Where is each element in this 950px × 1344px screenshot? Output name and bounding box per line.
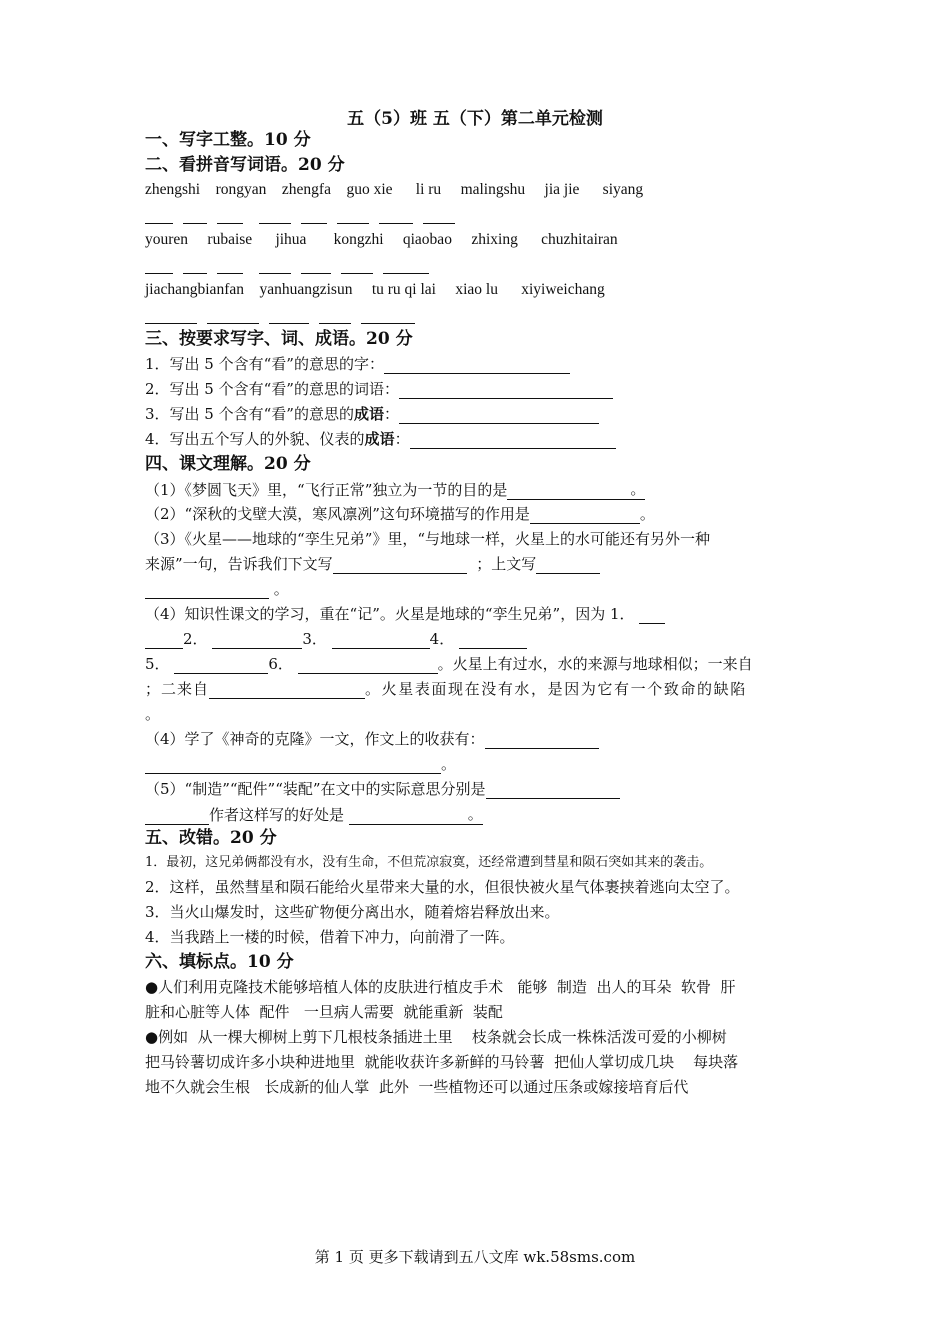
- s3-item-1: [145, 354, 570, 374]
- s4-q4-text: （4）知识性课文的学习，重在“记”。火星是地球的“孪生兄弟”，因为 1．: [145, 605, 635, 623]
- answer-blank[interactable]: [209, 683, 365, 699]
- s4-q6-text-2: 作者这样写的好处是: [209, 806, 345, 824]
- answer-blank[interactable]: [332, 633, 430, 649]
- answer-blank[interactable]: [174, 658, 268, 674]
- answer-blank[interactable]: [485, 733, 599, 749]
- s4-q3-line1: [145, 529, 710, 549]
- answer-blank[interactable]: [361, 309, 415, 324]
- answer-blank[interactable]: [410, 433, 616, 449]
- pinyin-word: guo xie: [346, 181, 393, 198]
- pinyin-row-2: [145, 230, 618, 250]
- answer-blank[interactable]: [217, 209, 243, 224]
- s4-q6-line2: [145, 804, 483, 825]
- answer-blank[interactable]: [217, 259, 243, 274]
- answer-blank[interactable]: [259, 209, 291, 224]
- s4-q4-line2: [145, 629, 527, 649]
- pinyin-word: siyang: [602, 181, 644, 198]
- s3-item-1-text: 1．写出 5 个含有“看”的意思的字：: [145, 355, 384, 373]
- s4-q3-line3: [145, 579, 289, 599]
- answer-blank[interactable]: [319, 309, 351, 324]
- s4-q5-end: 。: [441, 755, 457, 773]
- answer-blank[interactable]: [384, 358, 570, 374]
- pinyin-word: tu ru qi lai: [371, 281, 436, 298]
- s3-item-3: [145, 404, 599, 424]
- s3-item-4-bold: 成语: [364, 430, 395, 448]
- answer-blanks-row-3: [145, 304, 425, 324]
- s3-item-2-text: 2．写出 5 个含有“看”的意思的词语：: [145, 380, 399, 398]
- s4-q4-line1: [145, 604, 665, 624]
- s4-q5-text: （4）学了《神奇的克隆》一文，作文上的收获有：: [145, 730, 485, 748]
- s4-q3-text: （3）《火星——地球的“孪生兄弟”》里，“与地球一样，火星上的水可能还有另外一种: [145, 530, 711, 548]
- pinyin-word: zhengfa: [281, 181, 331, 198]
- s3-item-2: [145, 379, 613, 399]
- section-2-heading: 二、看拼音写词语。20 分: [145, 155, 345, 175]
- answer-blank[interactable]: [145, 259, 173, 274]
- s4-q5-line1: [145, 729, 599, 749]
- s4-q4-line5: [145, 704, 160, 724]
- answer-blank[interactable]: [349, 804, 483, 825]
- section-1-heading: 一、写字工整。10 分: [145, 130, 311, 150]
- s5-item-4: 4．当我踏上一楼的时候，借着下冲力，向前滑了一阵。: [145, 928, 515, 946]
- s3-item-4-colon: ：: [394, 430, 410, 448]
- s4-q3-text-2: 来源”一句，告诉我们下文写: [145, 555, 333, 573]
- answer-blank[interactable]: [639, 608, 665, 624]
- pinyin-row-1: [145, 180, 643, 200]
- answer-blank[interactable]: [212, 633, 302, 649]
- s4-q4-num-4: 4．: [429, 630, 455, 648]
- pinyin-word: zhixing: [471, 231, 518, 248]
- page-footer: 第 1 页 更多下载请到五八文库 wk.58sms.com: [314, 1248, 636, 1266]
- pinyin-word: youren: [145, 231, 189, 248]
- s4-q6-end: 。: [467, 805, 483, 823]
- pinyin-word: jiachangbianfan: [145, 281, 244, 298]
- answer-blanks-row-2: [145, 254, 439, 274]
- pinyin-word: rubaise: [207, 231, 253, 248]
- answer-blank[interactable]: [399, 383, 613, 399]
- answer-blank[interactable]: [379, 209, 413, 224]
- pinyin-word: li ru: [415, 181, 442, 198]
- s4-q2-end: 。: [639, 505, 655, 523]
- s4-q3-text-3: ；上文写: [476, 555, 537, 573]
- answer-blank[interactable]: [337, 209, 369, 224]
- s6-paragraph-2-line-3: 地不久就会生根 长成新的仙人掌 此外 一些植物还可以通过压条或嫁接培育后代: [145, 1078, 689, 1096]
- pinyin-word: rongyan: [215, 181, 267, 198]
- s4-q2-text: （2）“深秋的戈壁大漠，寒风凛冽”这句环境描写的作用是: [145, 505, 530, 523]
- s3-item-3-text: 3．写出 5 个含有“看”的意思的: [145, 405, 354, 423]
- s5-item-3: 3．当火山爆发时，这些矿物便分离出水，随着熔岩释放出来。: [145, 903, 560, 921]
- pinyin-word: kongzhi: [333, 231, 384, 248]
- answer-blank[interactable]: [399, 408, 599, 424]
- pinyin-word: xiyiweichang: [521, 281, 605, 298]
- s4-q4-num-5: 5．: [145, 655, 170, 673]
- answer-blank[interactable]: [269, 309, 309, 324]
- section-6-heading: 六、填标点。10 分: [145, 952, 294, 972]
- s4-q4-text-2: 。火星上有过水，水的来源与地球相似；一来自: [437, 655, 753, 673]
- answer-blank[interactable]: [145, 758, 441, 774]
- s4-q4-text-3: ；二来自: [145, 680, 210, 698]
- pinyin-word: malingshu: [460, 181, 526, 198]
- answer-blank[interactable]: [423, 209, 455, 224]
- answer-blank[interactable]: [486, 783, 620, 799]
- s4-q5-line2: [145, 754, 456, 774]
- answer-blank[interactable]: [183, 209, 207, 224]
- s6-paragraph-2-line-2: 把马铃薯切成许多小块种进地里 就能收获许多新鲜的马铃薯 把仙人掌切成几块 每块落: [145, 1053, 739, 1071]
- answer-blank[interactable]: [301, 209, 327, 224]
- section-4-heading: 四、课文理解。20 分: [145, 454, 311, 474]
- answer-blank[interactable]: [259, 259, 291, 274]
- section-3-heading: 三、按要求写字、词、成语。20 分: [145, 329, 413, 349]
- s4-q4-end: 。: [145, 705, 161, 723]
- s6-paragraph-1-line-1: ●人们利用克隆技术能够培植人体的皮肤进行植皮手术 能够 制造 出人的耳朵 软骨 肝: [145, 978, 736, 996]
- answer-blanks-row-1: [145, 204, 465, 224]
- s4-q4-num-6: 6．: [268, 655, 293, 673]
- answer-blank[interactable]: [145, 633, 183, 649]
- s4-q6-line1: [145, 779, 620, 799]
- s4-q1-text: （1）《梦圆飞天》里，“飞行正常”独立为一节的目的是: [145, 481, 508, 499]
- s3-item-3-bold: 成语: [353, 405, 384, 423]
- s3-item-3-colon: ：: [383, 405, 399, 423]
- s4-q4-num-2: 2．: [183, 630, 208, 648]
- pinyin-word: chuzhitairan: [541, 231, 618, 248]
- pinyin-word: jihua: [275, 231, 307, 248]
- s4-q1: [145, 479, 645, 500]
- s3-item-4: [145, 429, 616, 449]
- answer-blank[interactable]: [507, 479, 645, 500]
- answer-blank[interactable]: [459, 633, 527, 649]
- answer-blank[interactable]: [301, 259, 331, 274]
- s4-q4-line4: [145, 679, 747, 699]
- s4-q6-text: （5）“制造”“配件”“装配”在文中的实际意思分别是: [145, 780, 486, 798]
- s3-item-4-text: 4．写出五个写人的外貌、仪表的: [145, 430, 365, 448]
- s6-paragraph-1-line-2: 脏和心脏等人体 配件 一旦病人需要 就能重新 装配: [145, 1003, 503, 1021]
- s4-q1-end: 。: [630, 480, 646, 498]
- s6-paragraph-2-line-1: ●例如 从一棵大柳树上剪下几根枝条插进土里 枝条就会长成一株株活泼可爱的小柳树: [145, 1028, 727, 1046]
- s4-q4-text-4: 。火星表面现在没有水，是因为它有一个致命的缺陷: [365, 680, 747, 698]
- s5-item-1: 1．最初，这兄弟俩都没有水，没有生命，不但荒凉寂寞，还经常遭到彗星和陨石突如其来的袭击。: [145, 855, 713, 870]
- answer-blank[interactable]: [333, 558, 467, 574]
- answer-blank[interactable]: [183, 259, 207, 274]
- s4-q3-end: 。: [273, 580, 289, 598]
- answer-blank[interactable]: [145, 209, 173, 224]
- section-5-heading: 五、改错。20 分: [145, 828, 277, 848]
- answer-blank[interactable]: [145, 309, 197, 324]
- s4-q4-line3: [145, 654, 753, 674]
- pinyin-word: xiao lu: [455, 281, 498, 298]
- answer-blank[interactable]: [341, 259, 373, 274]
- answer-blank[interactable]: [298, 658, 438, 674]
- pinyin-word: yanhuangzisun: [259, 281, 353, 298]
- answer-blank[interactable]: [145, 583, 269, 599]
- page-title: 五（5）班 五（下）第二单元检测: [347, 109, 603, 129]
- pinyin-word: qiaobao: [402, 231, 452, 248]
- answer-blank[interactable]: [383, 259, 429, 274]
- answer-blank[interactable]: [530, 508, 640, 524]
- answer-blank[interactable]: [536, 558, 600, 574]
- pinyin-row-3: [145, 280, 605, 300]
- answer-blank[interactable]: [145, 809, 209, 825]
- s4-q2: [145, 504, 655, 524]
- pinyin-word: zhengshi: [145, 181, 201, 198]
- s5-item-2: 2．这样，虽然彗星和陨石能给火星带来大量的水，但很快被火星气体裹挟着逃向太空了。: [145, 878, 740, 896]
- s4-q4-num-3: 3．: [302, 630, 327, 648]
- pinyin-word: jia jie: [544, 181, 580, 198]
- s4-q3-line2: [145, 554, 600, 574]
- answer-blank[interactable]: [207, 309, 259, 324]
